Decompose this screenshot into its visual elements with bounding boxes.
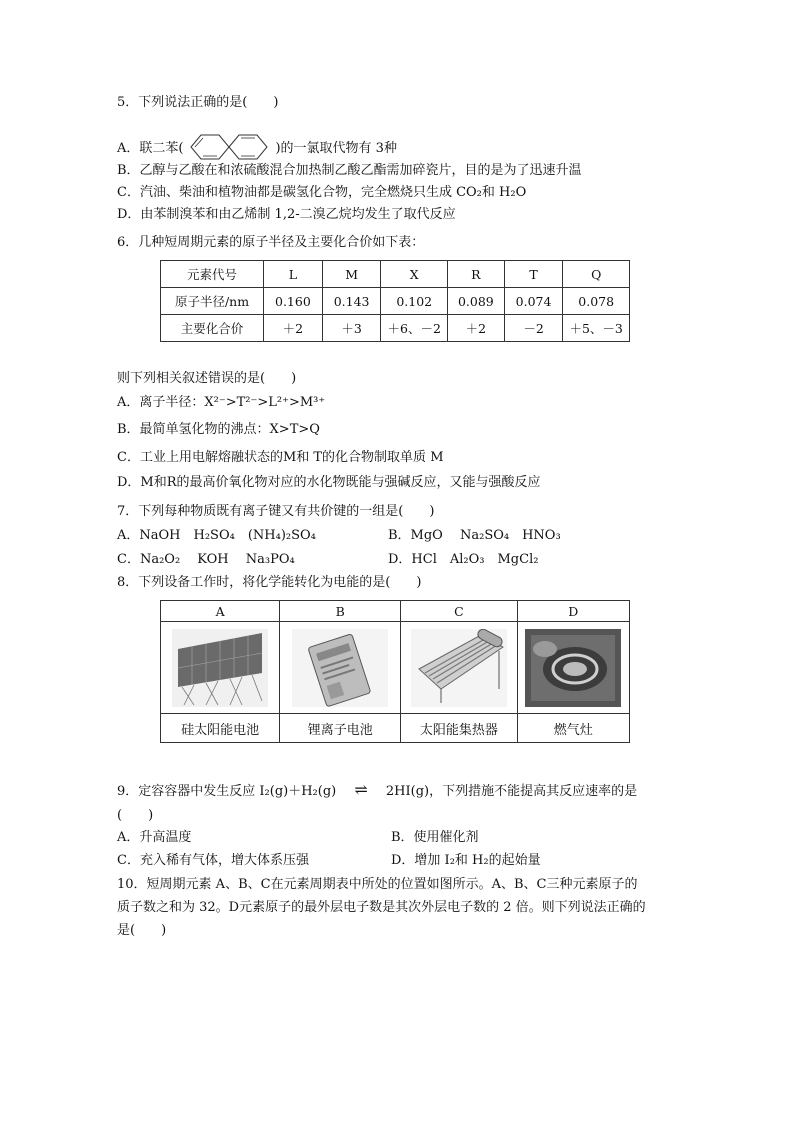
- table-cell: [161, 622, 280, 714]
- q10-line-1: 10．短周期元素 A、B、C在元素周期表中所处的位置如图所示。A、B、C三种元素原子的: [117, 877, 638, 892]
- q6-stem: 6．几种短周期元素的原子半径及主要化合价如下表：: [117, 235, 425, 250]
- q9-option-d: D．增加 I₂和 H₂的起始量: [391, 853, 541, 868]
- option-letter: B: [280, 601, 401, 622]
- q10-line-2: 质子数之和为 32。D元素原子的最外层电子数是其次外层电子数的 2 倍。则下列说法正确的: [117, 900, 646, 915]
- q6-option-c: C．工业上用电解熔融状态的M和 T的化合物制取单质 M: [117, 450, 444, 465]
- q9-option-b: B．使用催化剂: [391, 830, 479, 845]
- table-row: [161, 261, 630, 288]
- table-cell: 主要化合价: [161, 315, 264, 342]
- option-letter: C: [401, 601, 517, 622]
- q5-a-prefix: A．联二苯(: [117, 141, 184, 156]
- table-cell: ＋3: [322, 315, 381, 342]
- q6-question: 则下列相关叙述错误的是( ): [117, 371, 297, 386]
- device-label: 太阳能集热器: [401, 714, 517, 743]
- table-row: [161, 288, 630, 315]
- table-cell: [401, 622, 517, 714]
- q7-option-c: C．Na₂O₂ KOH Na₃PO₄: [117, 552, 295, 567]
- lithium-battery-image: [292, 629, 388, 707]
- device-label: 燃气灶: [517, 714, 629, 743]
- q5-option-d: D．由苯制溴苯和由乙烯制 1,2-二溴乙烷均发生了取代反应: [117, 207, 456, 222]
- device-label: 硅太阳能电池: [161, 714, 280, 743]
- table-cell: R: [448, 261, 505, 288]
- element-table: [160, 260, 630, 342]
- q5-option-a: [117, 140, 397, 158]
- table-row: [161, 622, 630, 714]
- table-cell: 0.078: [563, 288, 630, 315]
- q7-stem: 7．下列每种物质既有离子键又有共价键的一组是( ): [117, 504, 435, 519]
- option-letter: A: [161, 601, 280, 622]
- q9-option-c: C．充入稀有气体，增大体系压强: [117, 853, 309, 868]
- q9-option-a: A．升高温度: [117, 830, 192, 845]
- device-table: [160, 600, 630, 743]
- table-cell: －2: [504, 315, 563, 342]
- option-letter: D: [517, 601, 629, 622]
- table-cell: 原子半径/nm: [161, 288, 264, 315]
- q10-line-3: 是( ): [117, 923, 167, 938]
- table-cell: ＋2: [448, 315, 505, 342]
- biphenyl-structure: [183, 131, 275, 163]
- table-cell: 元素代号: [161, 261, 264, 288]
- q6-option-b: B．最简单氢化物的沸点：X>T>Q: [117, 422, 320, 437]
- table-cell: L: [264, 261, 323, 288]
- table-row: [161, 315, 630, 342]
- q9-stem-suffix: 2HI(g)，下列措施不能提高其反应速率的是: [381, 784, 638, 799]
- table-cell: 0.160: [264, 288, 323, 315]
- q5-stem: 5．下列说法正确的是( ): [117, 95, 279, 110]
- table-cell: X: [381, 261, 448, 288]
- q8-stem: 8．下列设备工作时，将化学能转化为电能的是( ): [117, 575, 422, 590]
- q5-option-b: B．乙醇与乙酸在和浓硫酸混合加热制乙酸乙酯需加碎瓷片，目的是为了迅速升温: [117, 163, 582, 178]
- table-cell: M: [322, 261, 381, 288]
- table-cell: [517, 622, 629, 714]
- q5-option-c: C．汽油、柴油和植物油都是碳氢化合物，完全燃烧只生成 CO₂和 H₂O: [117, 185, 527, 200]
- device-label: 锂离子电池: [280, 714, 401, 743]
- table-cell: T: [504, 261, 563, 288]
- q6-option-a: A．离子半径：X²⁻>T²⁻>L²⁺>M³⁺: [117, 395, 326, 410]
- solar-panel-image: [172, 629, 268, 707]
- gas-stove-image: [525, 629, 621, 707]
- q5-a-suffix: )的一氯取代物有 3种: [275, 141, 397, 156]
- table-cell: 0.102: [381, 288, 448, 315]
- q7-option-a: A．NaOH H₂SO₄ (NH₄)₂SO₄: [117, 528, 316, 543]
- table-row: [161, 714, 630, 743]
- q7-option-d: D．HCl Al₂O₃ MgCl₂: [388, 552, 539, 567]
- table-cell: ＋5、－3: [563, 315, 630, 342]
- table-cell: 0.089: [448, 288, 505, 315]
- table-row: [161, 601, 630, 622]
- q6-option-d: D．M和R的最高价氧化物对应的水化物既能与强碱反应，又能与强酸反应: [117, 475, 541, 490]
- table-cell: 0.143: [322, 288, 381, 315]
- solar-collector-image: [411, 629, 507, 707]
- table-cell: 0.074: [504, 288, 563, 315]
- q9-stem-prefix: 9．定容容器中发生反应 I₂(g)＋H₂(g): [117, 784, 341, 799]
- table-cell: Q: [563, 261, 630, 288]
- table-cell: ＋6、－2: [381, 315, 448, 342]
- q9-paren: ( ): [117, 808, 154, 823]
- table-cell: ＋2: [264, 315, 323, 342]
- q7-option-b: B．MgO Na₂SO₄ HNO₃: [388, 528, 561, 543]
- table-cell: [280, 622, 401, 714]
- equilibrium-arrow-icon: ⇌: [354, 780, 368, 799]
- q9-stem: [117, 781, 637, 801]
